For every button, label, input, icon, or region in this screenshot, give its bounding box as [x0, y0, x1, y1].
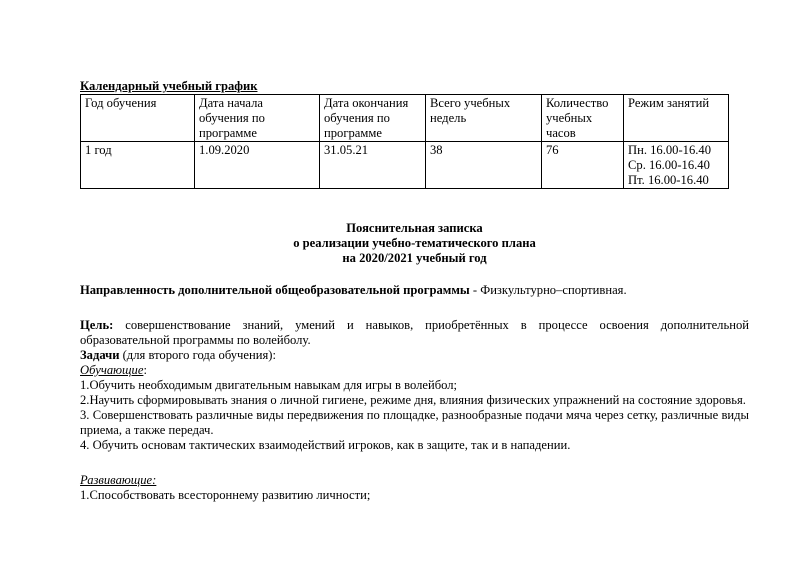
developing-heading-text: Развивающие:: [80, 473, 157, 487]
teaching-item: 1.Обучить необходимым двигательным навыкам для игры в волейбол;: [80, 378, 458, 392]
end-date-cell: 31.05.21: [320, 142, 426, 189]
header-cell: Год обучения: [81, 95, 195, 142]
developing-heading: [80, 473, 749, 488]
mode-line: Пт. 16.00-16.40: [628, 173, 709, 187]
note-title-line: о реализации учебно-тематического плана: [293, 236, 536, 250]
schedule-title: Календарный учебный график: [80, 79, 258, 93]
teaching-item: 2.Научить сформировывать знания о личной гигиене, режиме дня, влияния физических упражнений на состояние здоровья.: [80, 393, 746, 407]
teaching-item: 4. Обучить основам тактических взаимодействий игроков, как в защите, так и в нападении.: [80, 438, 571, 452]
header-cell: Количество учебных часов: [542, 95, 624, 142]
goal-paragraph: [80, 318, 749, 348]
schedule-header-row: [81, 95, 729, 142]
goal-label: Цель:: [80, 318, 114, 332]
header-cell: Режим занятий: [624, 95, 729, 142]
tasks-label: Задачи: [80, 348, 120, 362]
header-cell: Дата начала обучения по программе: [195, 95, 320, 142]
year-cell: 1 год: [81, 142, 195, 189]
teaching-heading-colon: :: [143, 363, 147, 377]
note-title-line: на 2020/2021 учебный год: [342, 251, 487, 265]
note-title-line: Пояснительная записка: [346, 221, 483, 235]
document-content: [80, 79, 749, 503]
mode-line: Ср. 16.00-16.40: [628, 158, 710, 172]
schedule-data-row: [81, 142, 729, 189]
teaching-item: 3. Совершенствовать различные виды передвижения по площадке, разнообразные подачи мяча через сетку, различные виды приема, а также передач.: [80, 408, 749, 437]
mode-cell: [624, 142, 729, 189]
direction-value: - Физкультурно–спортивная.: [469, 283, 627, 297]
developing-item: 1.Способствовать всестороннему развитию личности;: [80, 488, 371, 502]
header-cell: Дата окончания обучения по программе: [320, 95, 426, 142]
tasks-paragraph: [80, 348, 749, 363]
weeks-cell: 38: [426, 142, 542, 189]
direction-label: Направленность дополнительной общеобразовательной программы: [80, 283, 470, 297]
mode-line: Пн. 16.00-16.40: [628, 143, 711, 157]
goal-text: совершенствование знаний, умений и навыков, приобретённых в процессе освоения дополнительной образовательной программы по волейболу.: [80, 318, 749, 347]
direction-paragraph: [80, 283, 749, 298]
teaching-heading: [80, 363, 749, 378]
header-cell: Всего учебных недель: [426, 95, 542, 142]
tasks-suffix: (для второго года обучения):: [119, 348, 276, 362]
note-title: [80, 221, 749, 266]
start-date-cell: 1.09.2020: [195, 142, 320, 189]
teaching-heading-text: Обучающие: [80, 363, 144, 377]
hours-cell: 76: [542, 142, 624, 189]
schedule-table: [80, 94, 729, 189]
